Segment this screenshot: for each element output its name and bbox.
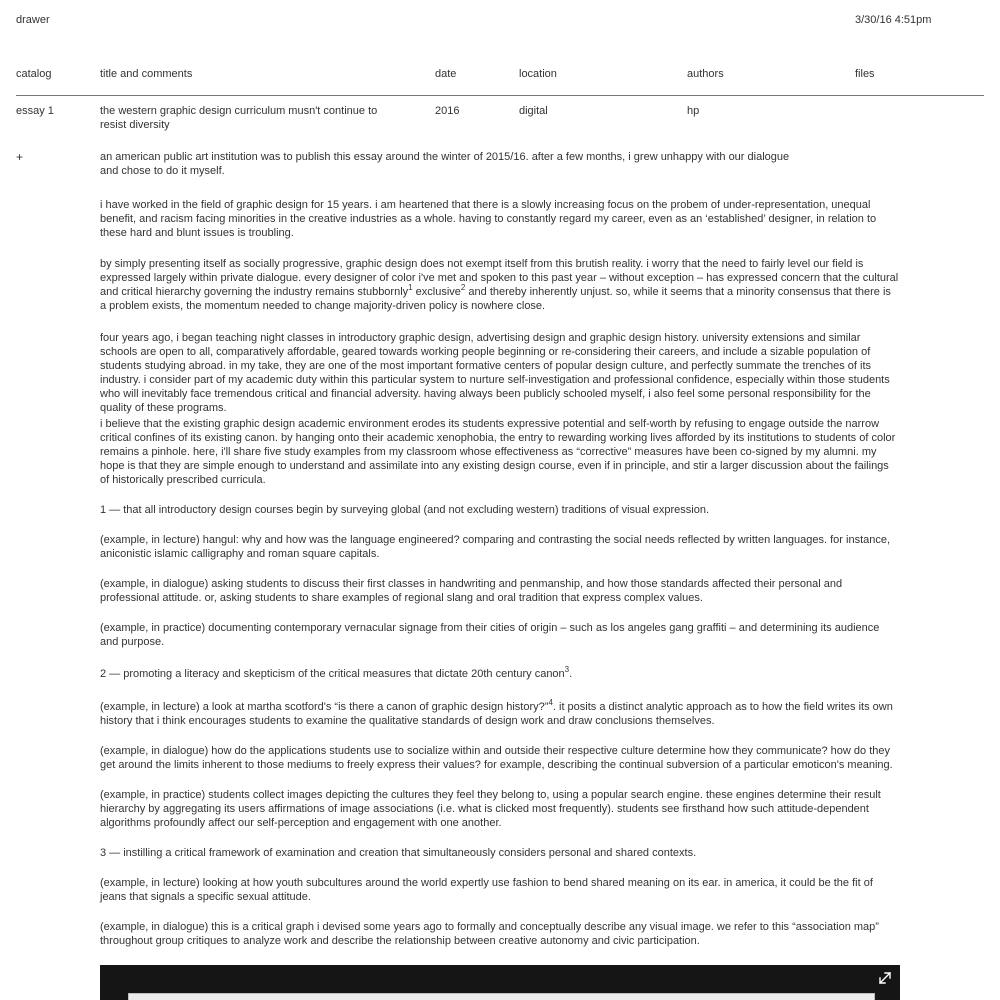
example-paragraph: (example, in lecture) a look at martha scotford's “is there a canon of graphic design history?”$^4$. it posits a distinct analytic approach as to how the field writes its own history that i think encourages students to examine the qualitative standards of design work and draw conclusions themselves. — [100, 698, 893, 727]
example-paragraph: (example, in dialogue) this is a critical graph i devised some years ago to formally and conceptually describe any visual image. we refer to this “association map” throughout group critiques to analyze work and describe the relationship between creative autonomy and civic participation. — [100, 921, 879, 947]
essay-paragraph: four years ago, i began teaching night classes in introductory graphic design, advertising design and graphic design history. university extensions and similar schools are open to all, comparatively affordable, geared towards working people beginning or re-considering their careers, and include a sizable population of students studying abroad. in my take, they are one of the most important formative centers of popular design culture, and perfectly summate the trenches of its industry. i consider part of my academic duty within this particular system to nurture self-investigation and professional confidence, especially within those students who will inevitably face tremendous critical and financial adversity. having always been publicly schooled myself, i also feel some personal responsibility for the quality of these programs. — [100, 332, 890, 414]
expand-toggle-button[interactable]: + — [16, 150, 24, 164]
section-heading: 3 — instilling a critical framework of examination and creation that simultaneously considers personal and shared contexts. — [100, 847, 697, 859]
header-divider — [16, 95, 984, 96]
row-title[interactable]: the western graphic design curriculum musn't continue to resist diversity — [100, 105, 378, 131]
association-map-image — [128, 993, 875, 1000]
footnote-ref[interactable]: 3 — [564, 665, 570, 674]
essay-paragraph: i believe that the existing graphic design academic environment erodes its students expressive potential and self-worth by refusing to engage outside the narrow critical confines of its existing canon. by hanging onto their academic xenophobia, the entry to rewarding working lives afforded by its institutions to students of color remains a pinhole. here, i'll share five study examples from my classroom whose effectiveness as “corrective” measures have been co-signed by my alumni. my hope is that they are simple enough to understand and assimilate into any existing design course, even if in principle, and stir a larger discussion about the failings of historically prescribed curricula. — [100, 418, 896, 486]
row-authors: hp — [687, 105, 700, 117]
footnote-ref[interactable]: 2 — [460, 283, 466, 292]
example-paragraph: (example, in practice) documenting contemporary vernacular signage from their cities of origin – such as los angeles gang graffiti – and determining its audience and purpose. — [100, 622, 880, 648]
column-header-title[interactable]: title and comments — [100, 68, 193, 80]
intro-note: an american public art institution was to publish this essay around the winter of 2015/16. after a few months, i grew unhappy with our dialogue and chose to do it myself. — [100, 151, 790, 177]
column-header-authors[interactable]: authors — [687, 68, 724, 80]
section-heading: 1 — that all introductory design courses begin by surveying global (and not excluding western) traditions of visual expression. — [100, 504, 709, 516]
example-paragraph: (example, in dialogue) asking students to discuss their first classes in handwriting and penmanship, and how those standards affected their personal and professional attitude. or, asking students to share examples of regional slang and oral tradition that express complex values. — [100, 578, 843, 604]
example-paragraph: (example, in dialogue) how do the applications students use to socialize within and outside their respective culture determine how they communicate? how do they get around the limits inherent to those mediums to freely express their values? for example, describing the continual subversion of a particular emoticon's meaning. — [100, 745, 893, 771]
essay-paragraph: i have worked in the field of graphic design for 15 years. i am heartened that there is a slowly increasing focus on the probem of under-representation, unequal benefit, and racism facing minorities in the creative industries as a whole. having to constantly regard my career, even as an ‘established’ designer, in relation to these hard and blunt issues is troubling. — [100, 199, 877, 239]
row-location: digital — [519, 105, 548, 117]
timestamp: 3/30/16 4:51pm — [855, 14, 932, 26]
column-header-date[interactable]: date — [435, 68, 457, 80]
section-heading: 2 — promoting a literacy and skepticism of the critical measures that dictate 20th century canon$^3$. — [100, 665, 573, 680]
footnote-ref[interactable]: 1 — [408, 283, 413, 292]
column-header-catalog[interactable]: catalog — [16, 68, 52, 80]
row-date: 2016 — [435, 105, 460, 117]
expand-arrows-icon[interactable] — [878, 971, 892, 985]
column-header-location[interactable]: location — [519, 68, 557, 80]
footnote-ref[interactable]: 4 — [548, 698, 553, 707]
essay-paragraph: by simply presenting itself as socially progressive, graphic design does not exempt itself from this brutish reality. i worry that the need to fairly level our field is expressed largely within private dialogue. every designer of color i've met and spoken to this past year – without exception – has expressed concern that the cultural and critical hierarchy governing the industry remains stubbornly$^1$ exclusive$^2$ and thereby inherently unjust. so, while it seems that a minority consensus that there is a problem exists, the momentum needed to change majority-driven policy is nowhere close. — [100, 258, 899, 312]
row-catalog[interactable]: essay 1 — [16, 105, 54, 117]
example-paragraph: (example, in practice) students collect images depicting the cultures they feel they belong to, using a popular search engine. these engines determine their result hierarchy by aggregating its users affirmations of image associations (i.e. what is clicked most frequently). students see firsthand how such attitude-dependent algorithms profoundly affect our self-perception and engagement with one another. — [100, 789, 881, 829]
column-header-files[interactable]: files — [855, 68, 875, 80]
example-paragraph: (example, in lecture) looking at how youth subcultures around the world expertly use fashion to bend shared meaning on its ear. in america, it could be the fit of jeans that signals a specific sexual attitude. — [100, 877, 873, 903]
app-title: drawer — [16, 14, 50, 26]
image-viewer[interactable] — [100, 965, 900, 1000]
example-paragraph: (example, in lecture) hangul: why and how was the language engineered? comparing and contrasting the social needs reflected by written languages. for instance, aniconistic islamic calligraphy and roman square capitals. — [100, 534, 891, 560]
